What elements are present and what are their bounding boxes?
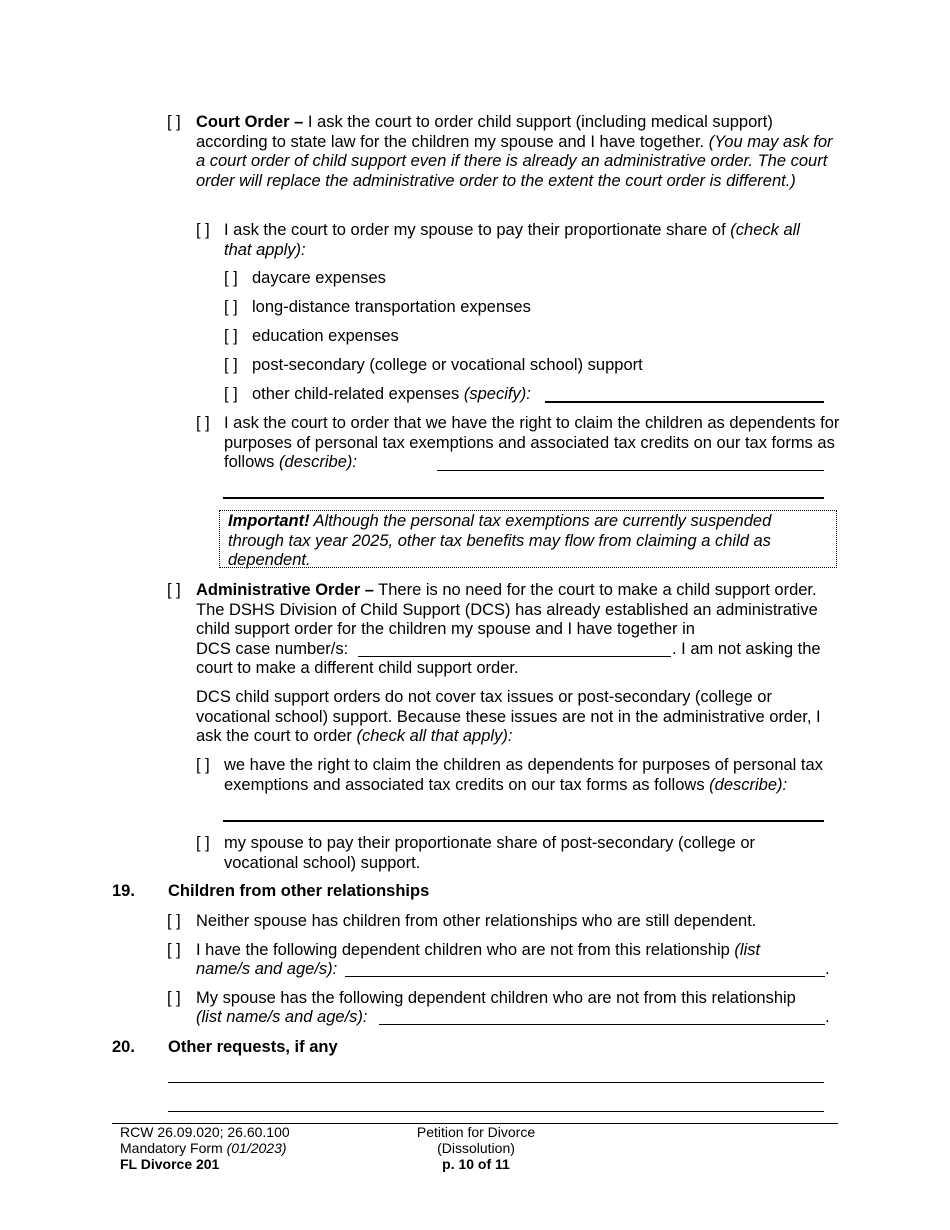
other-expenses-text: other child-related expenses	[252, 385, 464, 403]
other-expenses-field[interactable]	[545, 401, 824, 403]
court-order-note: (You may ask for a court order of child support even if there is already an administrative order. The court order will replace the administrative order to the extent the court order is different.)	[196, 132, 833, 190]
no-other-children-checkbox[interactable]: [ ]	[167, 912, 181, 930]
my-other-children-checkbox[interactable]: [ ]	[167, 941, 181, 959]
my-other-children-field[interactable]	[345, 976, 825, 977]
post-secondary-label: post-secondary (college or vocational school) support	[252, 356, 643, 374]
other-expenses-checkbox[interactable]: [ ]	[224, 385, 238, 403]
daycare-label: daycare expenses	[252, 269, 386, 287]
no-other-children-label: Neither spouse has children from other relationships who are still dependent.	[196, 912, 757, 930]
dcs-case-suffix: . I am not asking the	[672, 640, 821, 658]
my-other-children-note-2: name/s and age/s):	[196, 960, 338, 978]
share-checkbox[interactable]: [ ]	[196, 221, 210, 239]
dcs-paragraph-text: DCS child support orders do not cover tax issues or post-secondary (college or vocational school) support. Because these issues are not in the administrative order, I ask the court to order	[196, 688, 821, 745]
admin-dependents-describe: (describe):	[709, 775, 788, 794]
spouse-other-children-note: (list name/s and age/s):	[196, 1008, 368, 1026]
post-secondary-checkbox[interactable]: [ ]	[224, 356, 238, 374]
admin-dependents-field[interactable]	[223, 820, 824, 822]
court-order-text: I ask the court to order child support (including medical support) according to state law for the children my spouse and I have together.	[196, 113, 773, 151]
spouse-other-children-text: My spouse has the following dependent children who are not from this relationship	[196, 989, 796, 1007]
admin-dependents-text: we have the right to claim the children as dependents for purposes of personal tax exemptions and associated tax credits on our tax forms as follows	[224, 756, 823, 794]
admin-dependents-checkbox[interactable]: [ ]	[196, 756, 210, 774]
admin-dependents-paragraph	[224, 756, 839, 795]
admin-order-checkbox[interactable]: [ ]	[167, 581, 181, 599]
other-expenses-label	[252, 385, 531, 405]
footer-title-2: (Dissolution)	[437, 1140, 515, 1156]
daycare-checkbox[interactable]: [ ]	[224, 269, 238, 287]
education-checkbox[interactable]: [ ]	[224, 327, 238, 345]
dependents-field-line-2[interactable]	[223, 497, 824, 499]
section-19-title: Children from other relationships	[168, 882, 430, 900]
footer-center	[396, 1124, 556, 1172]
spouse-other-children-field[interactable]	[379, 1024, 825, 1025]
my-other-children-note-1: (list	[734, 941, 761, 959]
court-order-checkbox[interactable]: [ ]	[167, 113, 181, 131]
dcs-paragraph-note: (check all that apply):	[356, 727, 513, 745]
spouse-other-children-checkbox[interactable]: [ ]	[167, 989, 181, 1007]
dependents-text: I ask the court to order that we have the right to claim the children as dependents for purposes of personal tax exemptions and associated tax credits on our tax forms as follows	[224, 414, 840, 471]
other-requests-line-1[interactable]	[168, 1082, 824, 1083]
share-text: I ask the court to order my spouse to pay their proportionate share of	[224, 221, 731, 239]
admin-post-secondary-label: my spouse to pay their proportionate share of post-secondary (college or vocational school) support.	[224, 834, 756, 872]
footer-left	[120, 1124, 290, 1172]
dcs-paragraph	[196, 688, 841, 747]
footer-mandatory-label: Mandatory Form	[120, 1140, 227, 1156]
share-note: (check all that apply):	[224, 221, 800, 259]
admin-order-heading: Administrative Order –	[196, 581, 374, 599]
education-label: education expenses	[252, 327, 399, 345]
footer-title-1: Petition for Divorce	[416, 1124, 536, 1140]
transport-label: long-distance transportation expenses	[252, 298, 531, 316]
important-text: Although the personal tax exemptions are currently suspended through tax year 2025, other tax benefits may flow from claiming a child as dependent.	[228, 512, 772, 569]
section-20-number: 20.	[112, 1038, 135, 1056]
court-order-heading: Court Order –	[196, 113, 304, 131]
admin-order-text: There is no need for the court to make a child support order. The DSHS Division of Child Support (DCS) has already established an administrative child support order for the children my spouse and I have together in	[196, 581, 818, 638]
section-20-title: Other requests, if any	[168, 1038, 338, 1056]
dcs-case-label: DCS case number/s:	[196, 640, 349, 658]
my-other-children-line-1	[196, 941, 760, 961]
dependents-paragraph	[224, 414, 844, 473]
footer-rcw: RCW 26.09.020; 26.60.100	[120, 1124, 290, 1140]
admin-order-paragraph	[196, 581, 841, 640]
specify-note: (specify):	[463, 385, 531, 403]
important-label: Important!	[228, 512, 310, 530]
admin-post-secondary-checkbox[interactable]: [ ]	[196, 834, 210, 852]
dependents-checkbox[interactable]: [ ]	[196, 414, 210, 432]
my-other-children-text: I have the following dependent children who are not from this relationship	[196, 941, 735, 959]
dependents-field-line-1[interactable]	[437, 470, 824, 471]
my-other-children-period: .	[825, 960, 830, 978]
footer-form-id: FL Divorce 201	[120, 1156, 220, 1172]
dcs-case-field[interactable]	[358, 656, 671, 657]
footer-page-number: p. 10 of 11	[442, 1156, 510, 1172]
court-order-paragraph	[196, 113, 841, 191]
share-paragraph	[224, 221, 824, 260]
footer-mandatory	[120, 1140, 290, 1156]
dependents-describe: (describe):	[279, 453, 357, 471]
footer-mandatory-date: (01/2023)	[226, 1140, 287, 1156]
section-19-number: 19.	[112, 882, 135, 900]
important-note-box	[219, 510, 837, 568]
admin-order-text-end: court to make a different child support order.	[196, 659, 519, 677]
transport-checkbox[interactable]: [ ]	[224, 298, 238, 316]
spouse-other-children-period: .	[825, 1008, 830, 1026]
other-requests-line-2[interactable]	[168, 1111, 824, 1112]
